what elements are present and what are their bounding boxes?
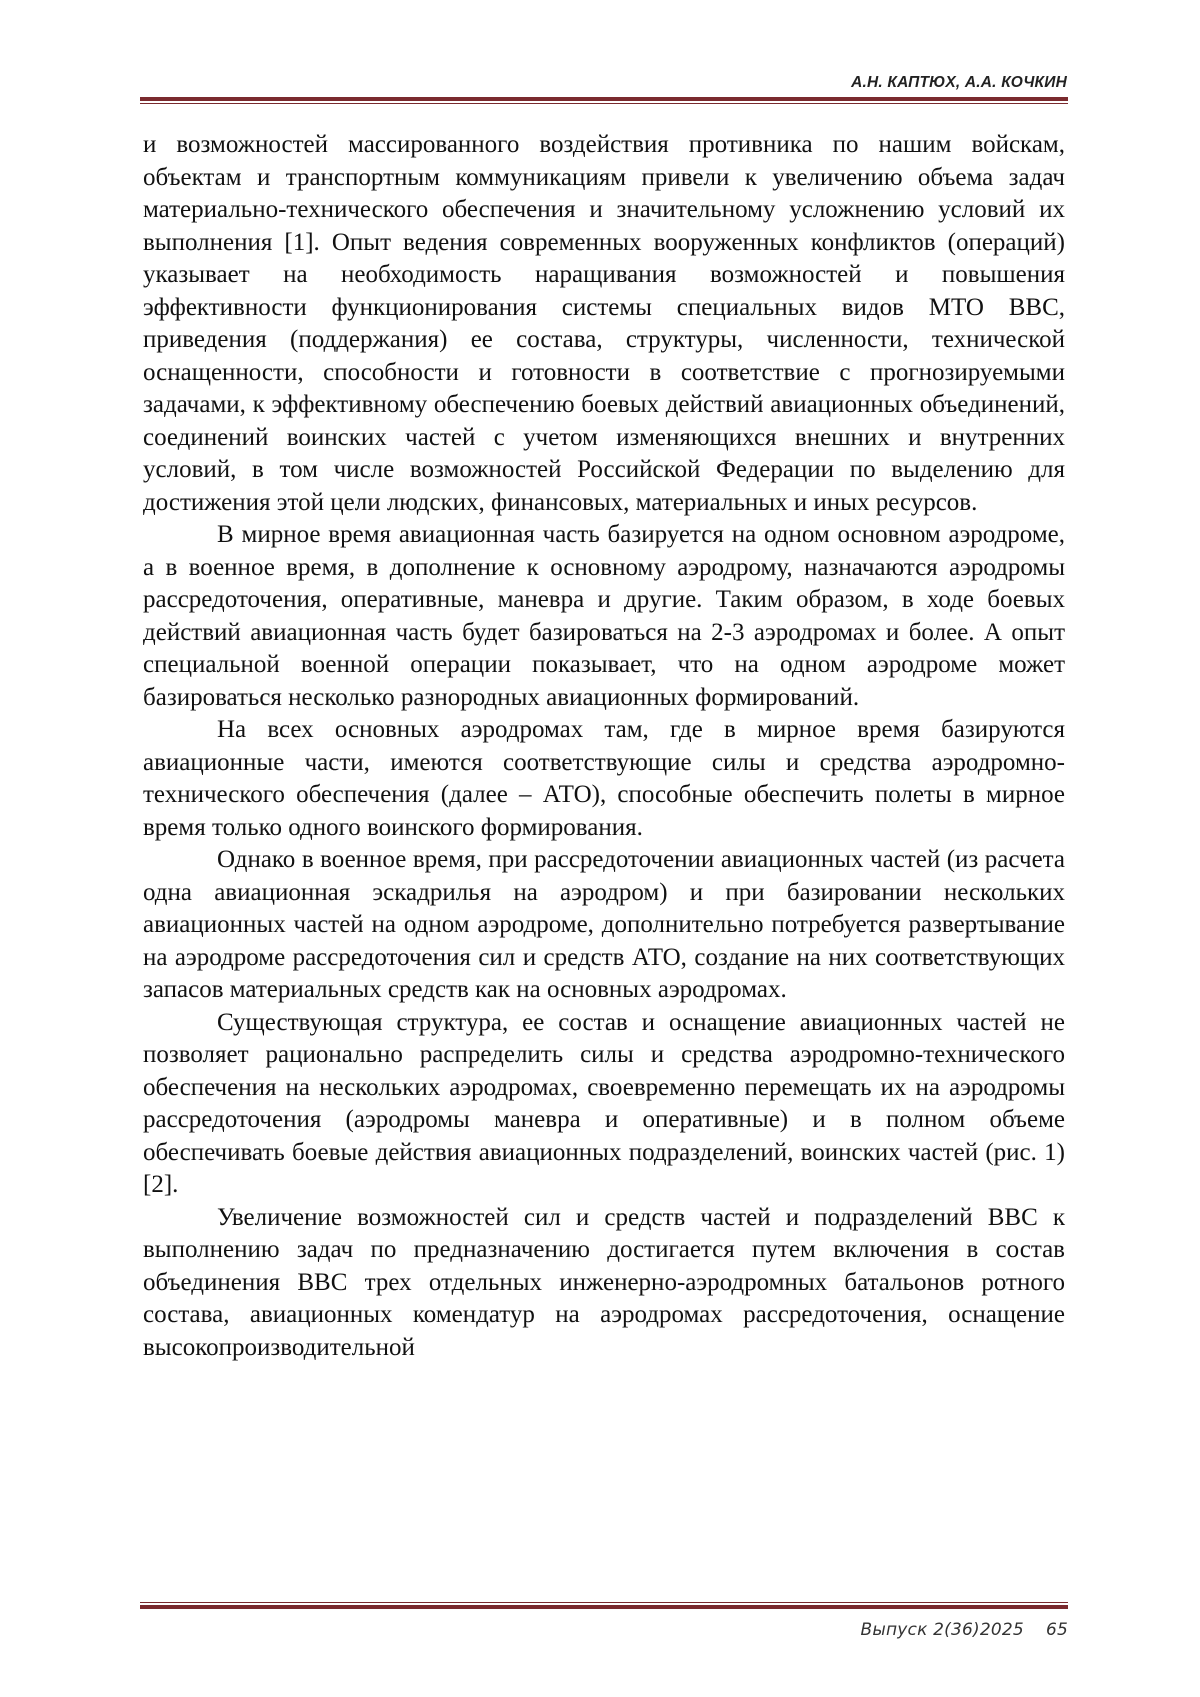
paragraph: На всех основных аэродромах там, где в мирное время базируются авиационные части, имеются соответствующие силы и средства аэродромно-технического обеспечения (далее – АТО), способные обеспечить полеты в мирное время только одного воинского формирования. <box>143 714 1065 844</box>
footer-rule <box>140 1602 1068 1609</box>
article-body <box>143 129 1065 1364</box>
paragraph: Существующая структура, ее состав и оснащение авиационных частей не позволяет рационально распределить силы и средства аэродромно-технического обеспечения на нескольких аэродромах, своевременно перемещать их на аэродромы рассредоточения (аэродромы маневра и оперативные) и в полном объеме обеспечивать боевые действия авиационных подразделений, воинских частей (рис. 1) [2]. <box>143 1007 1065 1202</box>
header-rule <box>140 97 1068 104</box>
running-footer <box>860 1620 1068 1640</box>
paragraph: В мирное время авиационная часть базируется на одном основном аэродроме, а в военное время, в дополнение к основному аэродрому, назначаются аэродромы рассредоточения, оперативные, маневра и другие. Таким образом, в ходе боевых действий авиационная часть будет базироваться на 2-3 аэродромах и более. А опыт специальной военной операции показывает, что на одном аэродроме может базироваться несколько разнородных авиационных формирований. <box>143 519 1065 714</box>
paragraph: Однако в военное время, при рассредоточении авиационных частей (из расчета одна авиационная эскадрилья на аэродром) и при базировании нескольких авиационных частей на одном аэродроме, дополнительно потребуется развертывание на аэродроме рассредоточения сил и средств АТО, создание на них соответствующих запасов материальных средств как на основных аэродромах. <box>143 844 1065 1007</box>
issue-label: Выпуск 2(36)2025 <box>860 1620 1023 1640</box>
running-header-authors: А.Н. КАПТЮХ, А.А. КОЧКИН <box>851 74 1067 92</box>
paragraph-continuation: и возможностей массированного воздействия противника по нашим войскам, объектам и транспортным коммуникациям привели к увеличению объема задач материально-технического обеспечения и значительному усложнению условий их выполнения [1]. Опыт ведения современных вооруженных конфликтов (операций) указывает на необходимость наращивания возможностей и повышения эффективности функционирования системы специальных видов МТО ВВС, приведения (поддержания) ее состава, структуры, численности, технической оснащенности, способности и готовности в соответствие с прогнозируемыми задачами, к эффективному обеспечению боевых действий авиационных объединений, соединений воинских частей с учетом изменяющихся внешних и внутренних условий, в том числе возможностей Российской Федерации по выделению для достижения этой цели людских, финансовых, материальных и иных ресурсов. <box>143 129 1065 519</box>
paragraph: Увеличение возможностей сил и средств частей и подразделений ВВС к выполнению задач по предназначению достигается путем включения в состав объединения ВВС трех отдельных инженерно-аэродромных батальонов ротного состава, авиационных комендатур на аэродромах рассредоточения, оснащение высокопроизводительной <box>143 1202 1065 1365</box>
page-number: 65 <box>1046 1620 1068 1640</box>
